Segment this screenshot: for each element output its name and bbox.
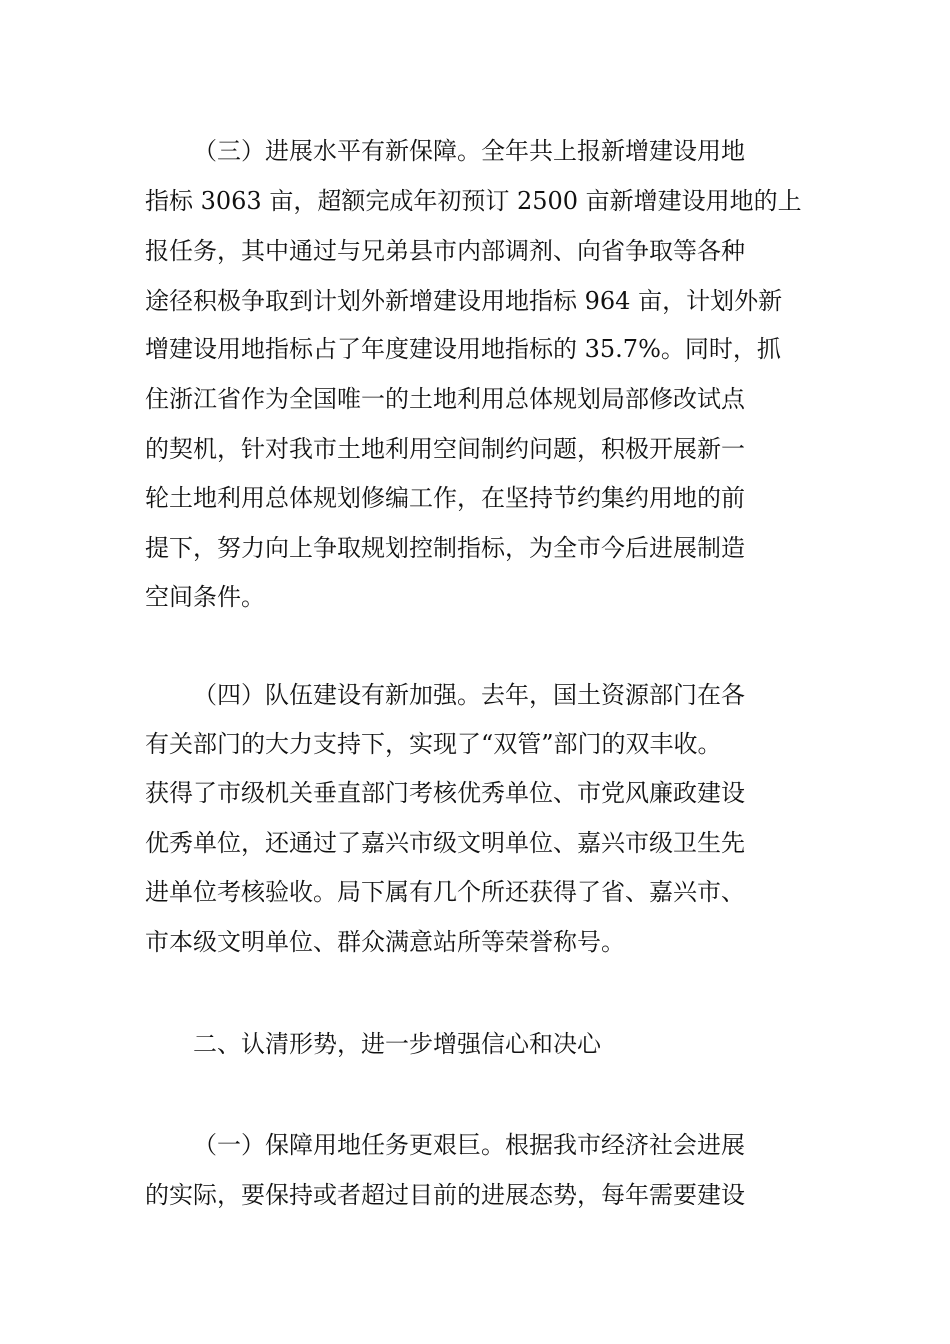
paragraph-2-line-2: 有关部门的大力支持下，实现了“双管”部门的双丰收。 — [145, 730, 722, 758]
paragraph-1-line-3: 报任务，其中通过与兄弟县市内部调剂、向省争取等各种 — [145, 237, 745, 265]
paragraph-1-line-8: 轮土地利用总体规划修编工作，在坚持节约集约用地的前 — [145, 484, 745, 512]
paragraph-1-line-6: 住浙江省作为全国唯一的土地利用总体规划局部修改试点 — [145, 385, 745, 413]
section-heading: 二、认清形势，进一步增强信心和决心 — [193, 1030, 601, 1058]
paragraph-2-line-6: 市本级文明单位、群众满意站所等荣誉称号。 — [145, 928, 625, 956]
paragraph-1-line-2: 指标 3063 亩，超额完成年初预订 2500 亩新增建设用地的上 — [145, 187, 802, 215]
paragraph-2-line-4: 优秀单位，还通过了嘉兴市级文明单位、嘉兴市级卫生先 — [145, 829, 745, 857]
paragraph-2-line-5: 进单位考核验收。局下属有几个所还获得了省、嘉兴市、 — [145, 878, 745, 906]
paragraph-1-line-10: 空间条件。 — [145, 583, 265, 611]
paragraph-3-line-2: 的实际，要保持或者超过目前的进展态势，每年需要建设 — [145, 1181, 745, 1209]
paragraph-1-line-4: 途径积极争取到计划外新增建设用地指标 964 亩，计划外新 — [145, 287, 783, 315]
paragraph-3-line-1: （一）保障用地任务更艰巨。根据我市经济社会进展 — [193, 1131, 745, 1159]
paragraph-1-line-7: 的契机，针对我市土地利用空间制约问题，积极开展新一 — [145, 435, 745, 463]
paragraph-1-line-5: 增建设用地指标占了年度建设用地指标的 35.7%。同时，抓 — [145, 335, 781, 363]
paragraph-2-line-3: 获得了市级机关垂直部门考核优秀单位、市党风廉政建设 — [145, 779, 745, 807]
paragraph-2-line-1: （四）队伍建设有新加强。去年，国土资源部门在各 — [193, 681, 745, 709]
paragraph-1-line-9: 提下，努力向上争取规划控制指标，为全市今后进展制造 — [145, 534, 745, 562]
paragraph-1-line-1: （三）进展水平有新保障。全年共上报新增建设用地 — [193, 137, 745, 165]
